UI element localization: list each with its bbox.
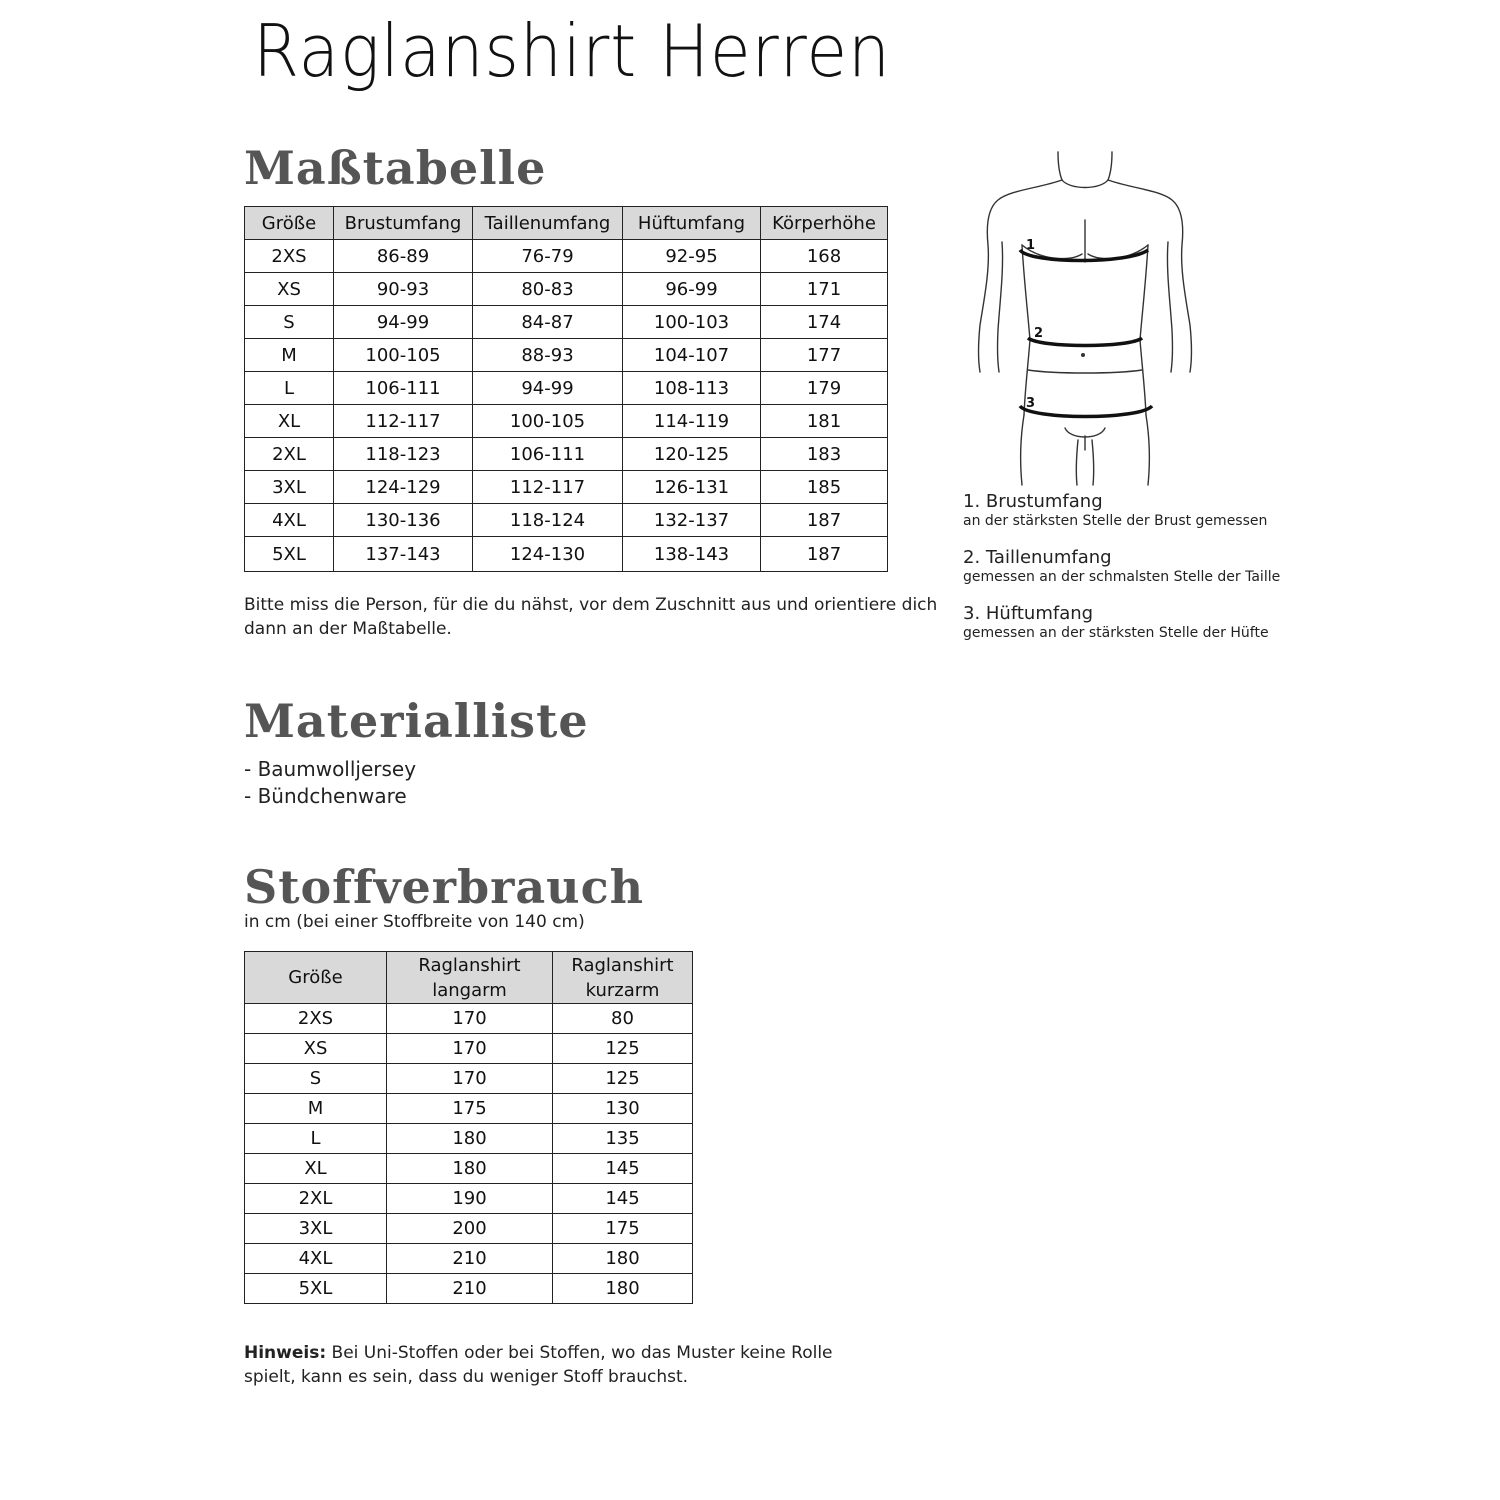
table-row (245, 1064, 693, 1094)
table-cell: 145 (553, 1184, 693, 1214)
measure-note (244, 593, 937, 641)
table-cell: 4XL (245, 1244, 387, 1274)
measure-note-line: dann an der Maßtabelle. (244, 619, 452, 639)
table-cell: 170 (387, 1034, 553, 1064)
column-header (553, 952, 693, 1004)
marker-2: 2 (1034, 326, 1044, 341)
hint-label: Hinweis: (244, 1343, 327, 1363)
fabric-consumption-table (244, 951, 693, 1304)
table-cell: 94-99 (473, 372, 623, 405)
table-cell: 100-105 (334, 339, 473, 372)
table-row (245, 1154, 693, 1184)
hint-line: spielt, kann es sein, dass du weniger Stoff brauchst. (244, 1367, 689, 1387)
column-header: Taillenumfang (473, 207, 623, 240)
table-row (245, 1034, 693, 1064)
table-cell: 130 (553, 1094, 693, 1124)
table-cell: 2XL (245, 1184, 387, 1214)
column-header: Brustumfang (334, 207, 473, 240)
table-cell: 118-124 (473, 504, 623, 537)
table-cell: 124-129 (334, 471, 473, 504)
table-cell: 137-143 (334, 537, 473, 572)
table-cell: 170 (387, 1004, 553, 1034)
legend-taillenumfang-desc: gemessen an der schmalsten Stelle der Taille (963, 569, 1281, 585)
column-header: Körperhöhe (761, 207, 888, 240)
table-cell: XS (245, 273, 334, 306)
measure-note-line: Bitte miss die Person, für die du nähst, vor dem Zuschnitt aus und orientiere dich (244, 595, 938, 615)
column-header: Hüftumfang (623, 207, 761, 240)
table-row (245, 504, 888, 537)
legend-brustumfang-desc: an der stärksten Stelle der Brust gemessen (963, 513, 1268, 529)
table-cell: 125 (553, 1034, 693, 1064)
table-cell: 170 (387, 1064, 553, 1094)
table-cell: 96-99 (623, 273, 761, 306)
table-cell: 112-117 (473, 471, 623, 504)
materialliste-heading: Materialliste (244, 694, 589, 748)
table-cell: 174 (761, 306, 888, 339)
table-cell: 88-93 (473, 339, 623, 372)
table-cell: 126-131 (623, 471, 761, 504)
table-header-row (245, 207, 888, 240)
legend-brustumfang: 1. Brustumfang (963, 491, 1103, 512)
table-cell: 114-119 (623, 405, 761, 438)
list-item: - Bündchenware (244, 784, 407, 808)
table-cell: 100-105 (473, 405, 623, 438)
table-row (245, 438, 888, 471)
table-row (245, 537, 888, 572)
table-cell: 187 (761, 504, 888, 537)
table-cell: XS (245, 1034, 387, 1064)
body-measurement-figure (970, 150, 1200, 490)
table-cell: 180 (553, 1244, 693, 1274)
table-cell: 180 (387, 1154, 553, 1184)
table-cell: 175 (387, 1094, 553, 1124)
table-cell: 145 (553, 1154, 693, 1184)
table-row (245, 339, 888, 372)
table-cell: 132-137 (623, 504, 761, 537)
table-cell: 168 (761, 240, 888, 273)
table-row (245, 1244, 693, 1274)
table-cell: 106-111 (334, 372, 473, 405)
table-cell: 2XL (245, 438, 334, 471)
table-cell: 5XL (245, 1274, 387, 1304)
table-cell: 120-125 (623, 438, 761, 471)
table-row (245, 471, 888, 504)
table-header-row (245, 952, 693, 1004)
list-item: - Baumwolljersey (244, 757, 417, 781)
table-cell: M (245, 1094, 387, 1124)
table-cell: 104-107 (623, 339, 761, 372)
table-cell: 3XL (245, 1214, 387, 1244)
table-cell: 5XL (245, 537, 334, 572)
table-cell: 112-117 (334, 405, 473, 438)
marker-1: 1 (1026, 238, 1036, 253)
table-cell: 84-87 (473, 306, 623, 339)
column-header-text: kurzarm (585, 979, 660, 1001)
hint-text: Bei Uni-Stoffen oder bei Stoffen, wo das Muster keine Rolle (326, 1343, 833, 1363)
table-cell: L (245, 1124, 387, 1154)
table-cell: 190 (387, 1184, 553, 1214)
table-cell: 4XL (245, 504, 334, 537)
table-cell: 106-111 (473, 438, 623, 471)
table-row (245, 372, 888, 405)
column-header (245, 952, 387, 1004)
table-cell: 80-83 (473, 273, 623, 306)
table-cell: 138-143 (623, 537, 761, 572)
hint-line (244, 1341, 833, 1365)
table-cell: 183 (761, 438, 888, 471)
legend-hueftumfang: 3. Hüftumfang (963, 603, 1094, 624)
table-cell: 180 (387, 1124, 553, 1154)
table-cell: 108-113 (623, 372, 761, 405)
table-cell: 2XS (245, 1004, 387, 1034)
column-header-text: Raglanshirt (571, 954, 674, 976)
table-cell: S (245, 306, 334, 339)
table-cell: 80 (553, 1004, 693, 1034)
legend-taillenumfang: 2. Taillenumfang (963, 547, 1112, 568)
table-cell: 181 (761, 405, 888, 438)
table-cell: 76-79 (473, 240, 623, 273)
table-cell: 130-136 (334, 504, 473, 537)
column-header-text: Größe (288, 967, 343, 988)
table-cell: XL (245, 1154, 387, 1184)
table-cell: 187 (761, 537, 888, 572)
table-row (245, 273, 888, 306)
hint-note (244, 1341, 833, 1389)
table-cell: 200 (387, 1214, 553, 1244)
table-cell: 177 (761, 339, 888, 372)
stoffverbrauch-subtitle: in cm (bei einer Stoffbreite von 140 cm) (244, 912, 585, 932)
legend-hueftumfang-desc: gemessen an der stärksten Stelle der Hüfte (963, 625, 1269, 641)
table-cell: L (245, 372, 334, 405)
table-cell: XL (245, 405, 334, 438)
table-cell: 180 (553, 1274, 693, 1304)
stoffverbrauch-heading: Stoffverbrauch (244, 860, 645, 914)
table-cell: 94-99 (334, 306, 473, 339)
column-header-text: Raglanshirt (418, 954, 521, 976)
table-cell: 210 (387, 1274, 553, 1304)
table-cell: 185 (761, 471, 888, 504)
table-cell: 3XL (245, 471, 334, 504)
size-measurement-table (244, 206, 888, 572)
table-cell: 210 (387, 1244, 553, 1274)
column-header: Größe (245, 207, 334, 240)
table-row (245, 240, 888, 273)
table-row (245, 405, 888, 438)
table-row (245, 1124, 693, 1154)
table-cell: 171 (761, 273, 888, 306)
table-row (245, 1004, 693, 1034)
table-cell: 175 (553, 1214, 693, 1244)
table-cell: 179 (761, 372, 888, 405)
table-cell: 86-89 (334, 240, 473, 273)
table-cell: 100-103 (623, 306, 761, 339)
column-header-text: langarm (432, 979, 507, 1001)
table-row (245, 1214, 693, 1244)
table-row (245, 306, 888, 339)
table-row (245, 1094, 693, 1124)
table-cell: 118-123 (334, 438, 473, 471)
marker-3: 3 (1026, 396, 1036, 411)
page-title: Raglanshirt Herren (253, 9, 891, 93)
table-cell: 124-130 (473, 537, 623, 572)
table-cell: S (245, 1064, 387, 1094)
column-header (387, 952, 553, 1004)
masstabelle-heading: Maßtabelle (244, 141, 547, 195)
table-cell: 2XS (245, 240, 334, 273)
table-cell: 125 (553, 1064, 693, 1094)
table-cell: 135 (553, 1124, 693, 1154)
table-row (245, 1274, 693, 1304)
table-row (245, 1184, 693, 1214)
table-cell: M (245, 339, 334, 372)
table-cell: 90-93 (334, 273, 473, 306)
table-cell: 92-95 (623, 240, 761, 273)
